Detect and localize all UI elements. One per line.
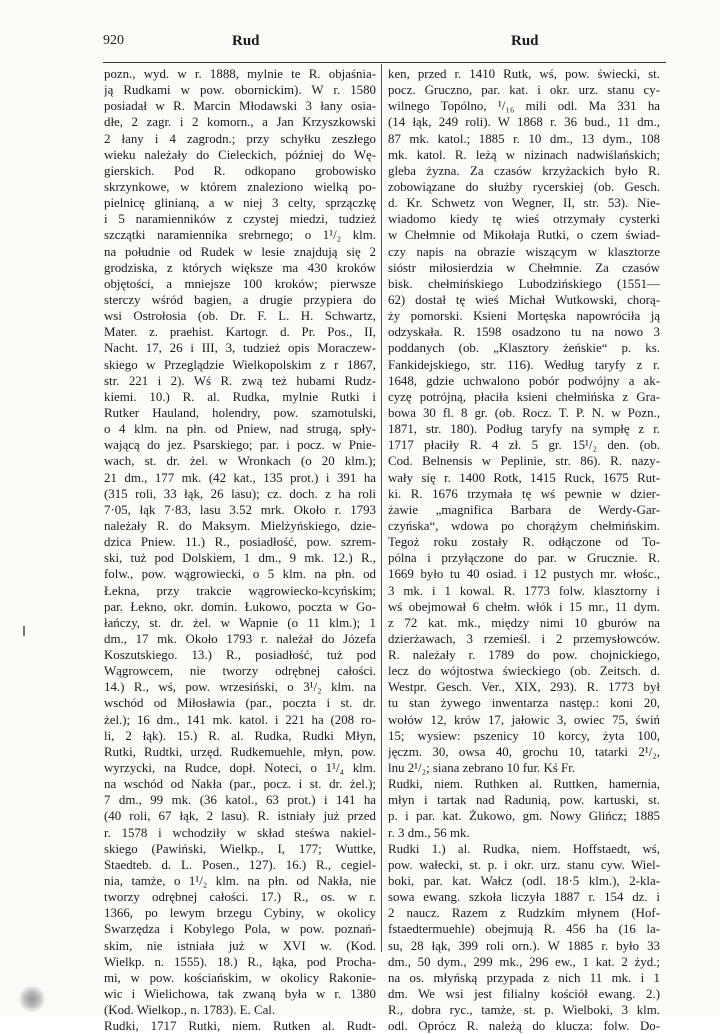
text-line: wieku należały do Cieleckich, później do Wę- — [104, 147, 376, 162]
text-line: Wągrowcem, nie tworzy odrębnej całości. — [104, 664, 376, 679]
text-line: dzica Pniew. 11.) R., posiadłość, pow. szrem- — [104, 535, 376, 550]
text-line: 15; wysiew: pszenicy 10 korcy, żyta 100, — [388, 728, 660, 743]
text-line: fstaedtermuehle) obejmują R. 456 ha (16 la- — [388, 922, 660, 937]
text-line: tworzy odrębnej całości. 17.) R., os. w r. — [104, 890, 376, 905]
text-line: Swarzędza i Kobylego Pola, w pow. poznań- — [104, 922, 376, 937]
text-line: łańczy, st. dr. żel. w Wapnie (o 11 klm.); 1 — [104, 615, 376, 630]
text-line: Westpr. Gesch. Ver., XIX, 293). R. 1773 był — [388, 680, 660, 695]
text-line: mi, w pow. kościańskim, w okolicy Rakonie- — [104, 970, 376, 985]
text-line: należały R. do Maksym. Mielżyńskiego, dzie- — [104, 518, 376, 533]
column-separator — [381, 64, 382, 952]
text-line: Koszutskiego. 13.) R., posiadłość, tuż pod — [104, 648, 376, 663]
text-line: sowa ewang. szkoła liczyła 1887 r. 154 dz. i — [388, 890, 660, 905]
text-line: li, 2 łąk). 15.) R. al. Rudka, Rudki Młyn, — [104, 728, 376, 743]
text-line: Fankidejskiego, str. 116). Według taryfy z r. — [388, 357, 660, 372]
text-line: pow. wałecki, st. p. i okr. urz. stanu cyw. Wiel- — [388, 857, 660, 872]
right-running-head: Rud — [511, 33, 539, 49]
text-line: su, 28 łąk, 399 roli orn.). W 1885 r. było 33 — [388, 938, 660, 953]
text-line: 1717 płaciły R. 4 zł. 5 gr. 15¹/₂ den. (ob. — [388, 438, 660, 453]
text-line: zobowiązane do służby rycerskiej (ob. Gesch. — [388, 179, 660, 194]
text-line: młyn i tartak nad Radunią, pow. kartuski, st. — [388, 793, 660, 808]
text-line: 62) dostał tę wieś Michał Wutkowski, chorą- — [388, 292, 660, 307]
text-line: pocz. Gruczno, par. kat. i okr. urz. stanu cy- — [388, 83, 660, 98]
text-line: (315 roli, 33 łąk, 26 lasu); cz. doch. z ha roli — [104, 486, 376, 501]
text-line: żawie „magnifica Barbara de Werdy-Gar- — [388, 502, 660, 517]
text-line: gierskich. Pod R. odkopano grobowisko — [104, 163, 376, 178]
text-line: wiadomo kiedy tę wieś otrzymały cysterki — [388, 212, 660, 227]
text-line: d. Kr. Schwetz von Wegner, II, str. 53). Nie- — [388, 196, 660, 211]
text-line: wschód od Miłosławia (par., poczta i st. dr. — [104, 696, 376, 711]
text-line: wającą do jez. Psarskiego; par. i pocz. w Pnie- — [104, 438, 376, 453]
text-line: na wschód od Nakła (par., pocz. i st. dr. żel.); — [104, 777, 376, 792]
text-line: poddanych (ob. „Klasztory żeńskie“ p. ks. — [388, 341, 660, 356]
text-line: Rudki, 1717 Rutki, niem. Rutken al. Rudt- — [104, 1019, 376, 1034]
text-line: Cod. Belnensis w Peplinie, str. 86). R. nazy- — [388, 454, 660, 469]
text-line: 2 łany i 4 zagrodn.; przy schyłku zeszłego — [104, 131, 376, 146]
text-line: na os. młyńską przypada z nich 11 mk. i 1 — [388, 970, 660, 985]
text-line: Wielkp. n. 1555). 18.) R., łąka, pod Procha- — [104, 954, 376, 969]
text-line: wsi Ostrołosia (ob. Dr. F. L. H. Schwartz, — [104, 309, 376, 324]
text-line: folw., pow. wągrowiecki, o 5 klm. na płn. od — [104, 567, 376, 582]
text-line: lnu 2¹/₂; siana zebrano 10 fur. Kś Fr. — [388, 761, 576, 776]
text-line: 21 dm., 177 mk. (42 kat., 135 prot.) i 391 ha — [104, 470, 376, 485]
text-line: skiego w Przeglądzie Wielkopolskim z r 1867, — [104, 357, 376, 372]
text-line: Łekna, przy trakcie wągrowiecko-kcyńskim; — [104, 583, 376, 598]
text-line: nia, tamże, o 1¹/₂ klm. na płn. od Nakła, nie — [104, 874, 376, 889]
text-line: dzierżawach, 3 rzemieśl. i 2 przemysłowców. — [388, 631, 660, 646]
text-line: wyrzycki, na Rudce, dopł. Noteci, o 1¹/₄ klm. — [104, 761, 376, 776]
text-line: w Chełmnie od Mikołaja Rutki, o czem świad- — [388, 228, 660, 243]
text-line: wś obejmował 6 chełm. włók i 15 mr., 11 dym. — [388, 599, 660, 614]
text-line: Rudki 1.) al. Rudka, niem. Hoffstaedt, wś, — [388, 841, 660, 856]
text-line: dm., 17 mk. Około 1793 r. należał do Józefa — [104, 631, 376, 646]
text-line: 1648, gdzie uchwalono pobór podwójny a ak- — [388, 373, 660, 388]
text-line: sterczy wśród bagien, a drugie przypiera do — [104, 292, 376, 307]
text-line: r. 3 dm., 56 mk. — [388, 825, 470, 840]
left-running-head: Rud — [232, 33, 260, 49]
text-line: 7 dm., 99 mk. (36 katol., 63 prot.) i 141 ha — [104, 793, 376, 808]
text-line: (40 roli, 67 łąk, 2 lasu). R. istniały już przed — [104, 809, 376, 824]
text-line: ken, przed r. 1410 Rutk, wś, pow. świecki, st. — [388, 67, 660, 81]
text-line: odzyskała. R. 1598 osadzono tu na nowo 3 — [388, 325, 660, 340]
text-line: 3 mk. i 1 kowal. R. 1773 folw. klasztorny i — [388, 583, 660, 598]
text-line: kiemi. 10.) R. al. Rudka, mylnie Rutki i — [104, 389, 376, 404]
text-line: mk. katol. R. leżą w nizinach nadwiślańskich; — [388, 147, 660, 162]
text-line: Mater. z. praehist. Kartogr. d. Pr. Pos., II, — [104, 325, 376, 340]
text-line: jęczm. 30, owsa 40, grochu 10, tatarki 2¹/₂, — [388, 744, 660, 759]
text-line: czyńska“, wdowa po chorążym chełmińskim. — [388, 518, 660, 533]
text-line: 1366, po lewym brzegu Cybiny, w okolicy — [104, 906, 376, 921]
text-line: skim, nie istniała już w XVI w. (Kod. — [104, 938, 376, 953]
text-line: Staedteb. d. L. Posen., 127). 16.) R., cegiel- — [104, 857, 376, 872]
text-line: wilnego Topólno, ¹/₁₆ mili odl. Ma 331 ha — [388, 99, 660, 114]
text-line: Rudki, niem. Ruthken al. Ruttken, hamernia, — [388, 777, 660, 792]
text-line: objętości, a mniejsze 100 kroków; pierwsze — [104, 276, 376, 291]
text-line: par. Łekno, okr. domin. Łukowo, poczta w Go- — [104, 599, 376, 614]
text-line: Tegoż roku zostały R. odłączone od To- — [388, 535, 660, 550]
text-line: wach, st. dr. żel. w Wronkach (o 20 klm.); — [104, 454, 376, 469]
text-line: 14.) R., wś, pow. wrzesiński, o 3¹/₂ klm. na — [104, 680, 376, 695]
print-smudge — [18, 985, 46, 1013]
text-line: pozn., wyd. w r. 1888, mylnie te R. objaśnia- — [104, 67, 376, 81]
text-line: wały się r. 1400 Rotk, 1415 Ruck, 1675 Rut- — [388, 470, 660, 485]
text-line: sióstr miłosierdzia w Chełmnie. Za czasów — [388, 260, 660, 275]
text-line: żel.); 16 dm., 141 mk. katol. i 221 ha (208 ro- — [104, 712, 376, 727]
text-line: cyzę potrójną, płaciła ksieni chełmińska z Gra- — [388, 389, 660, 404]
text-line: wic i Wielichowa, tak zwaną była w r. 1380 — [104, 987, 376, 1002]
text-line: dłe, 2 zagr. i 2 komorn., a Jan Krzyszkowski — [104, 115, 376, 130]
text-line: czy napis na obrazie wiszącym w klasztorze — [388, 244, 660, 259]
text-line: (Kod. Wielkop., n. 1783). E. Cal. — [104, 1003, 276, 1018]
text-line: z 72 kat. mk., między nimi 10 gburów na — [388, 615, 660, 630]
text-line: ki. R. 1676 trzymała tę wś pewnie w dzier- — [388, 486, 660, 501]
text-line: bowa 30 fl. 8 gr. (ob. Rocz. T. P. N. w Pozn., — [388, 405, 660, 420]
text-line: Nacht. 17, 26 i III, 3, tudzież opis Moraczew- — [104, 341, 376, 356]
text-line: Rutki, Rudtki, urzęd. Rudkemuehle, młyn, pow. — [104, 744, 376, 759]
text-line: i 5 naramienników z czystej miedzi, tudzież — [104, 212, 376, 227]
text-line: Rutker Hauland, holendry, pow. szamotulski, — [104, 405, 376, 420]
right-text-column — [388, 66, 660, 1034]
text-line: skiego (Pawiński, Wielkp., I, 177; Wuttke, — [104, 841, 376, 856]
left-text-column — [104, 66, 376, 1034]
text-line: 87 mk. katol.; 1885 r. 10 dm., 13 dym., 108 — [388, 131, 660, 146]
text-line: tu stan żywego inwentarza następ.: koni 20, — [388, 696, 660, 711]
text-line: ży pomorski. Ksieni Mortęska napowróciła ją — [388, 309, 660, 324]
text-line: skrzynkowe, w którem znaleziono wielką po- — [104, 179, 376, 194]
text-line: dm., 50 dym., 299 mk., 296 ew., 1 kat. 2 żyd.; — [388, 954, 660, 969]
text-line: 1871, str. 180). Podług taryfy na sympłę z r. — [388, 422, 660, 437]
text-line: boki, par. kat. Wałcz (odl. 18·5 klm.), 2-kla- — [388, 874, 660, 889]
text-line: o 4 klm. na płn. od Pniew, nad strugą, spły- — [104, 422, 376, 437]
text-line: na południe od Rudek w lesie znajdują się 2 — [104, 244, 376, 259]
text-line: odl. Oprócz R. należą do klucza: folw. Do- — [388, 1019, 660, 1034]
text-line: R., dobra ryc., tamże, st. p. Wielboki, 3 klm. — [388, 1003, 660, 1018]
text-line: 7·05, łąk 7·83, lasu 3.52 mrk. Około r. 1793 — [104, 502, 376, 517]
text-line: posiadał w R. Marcin Młodawski 3 łany osia- — [104, 99, 376, 114]
text-line: wołów 12, krów 17, jałowic 3, owiec 75, świń — [388, 712, 660, 727]
text-line: r. 1578 i wchodziły w skład steśwa nakiel- — [104, 825, 376, 840]
text-line: gleba żyzna. Za czasów krzyżackich było R. — [388, 163, 660, 178]
text-line: 1669 było tu 40 osiad. i 12 pustych mr. włośc., — [388, 567, 660, 582]
text-line: 2 naucz. Razem z Rudzkim młynem (Hof- — [388, 906, 660, 921]
header-rule — [103, 62, 666, 63]
text-line: bisk. chełmińskiego Lubodzińskiego (1551— — [388, 276, 660, 291]
margin-mark — [23, 626, 25, 636]
text-line: szczątki naramiennika srebrnego; o 1¹/₂ klm. — [104, 228, 376, 243]
page-number: 920 — [103, 33, 124, 48]
text-line: ski, tuż pod Dolskiem, 1 dm., 9 mk. 12.) R., — [104, 551, 376, 566]
text-line: lecz do wójtostwa świeckiego (ob. Zeitsch. d. — [388, 664, 660, 679]
text-line: str. 221 i 2). Wś R. zwą też hubami Rudz- — [104, 373, 376, 388]
text-line: p. i par. kat. Żukowo, gm. Nowy Glińcz; 1885 — [388, 809, 660, 824]
text-line: pólna i przyłączone do par. w Grucznie. R. — [388, 551, 660, 566]
text-line: grodziska, z których większe ma 430 kroków — [104, 260, 376, 275]
text-line: ją Rudkami w pow. obornickim). W r. 1580 — [104, 83, 376, 98]
text-line: R. należały r. 1789 do pow. chojnickiego, — [388, 648, 660, 663]
text-line: pielnicę glinianą, a w niej 3 celty, sprzączkę — [104, 196, 376, 211]
text-line: (14 łąk, 249 roli). W 1868 r. 36 bud., 11 dm., — [388, 115, 660, 130]
text-line: dm. We wsi jest filialny kościół ewang. 2.) — [388, 987, 660, 1002]
